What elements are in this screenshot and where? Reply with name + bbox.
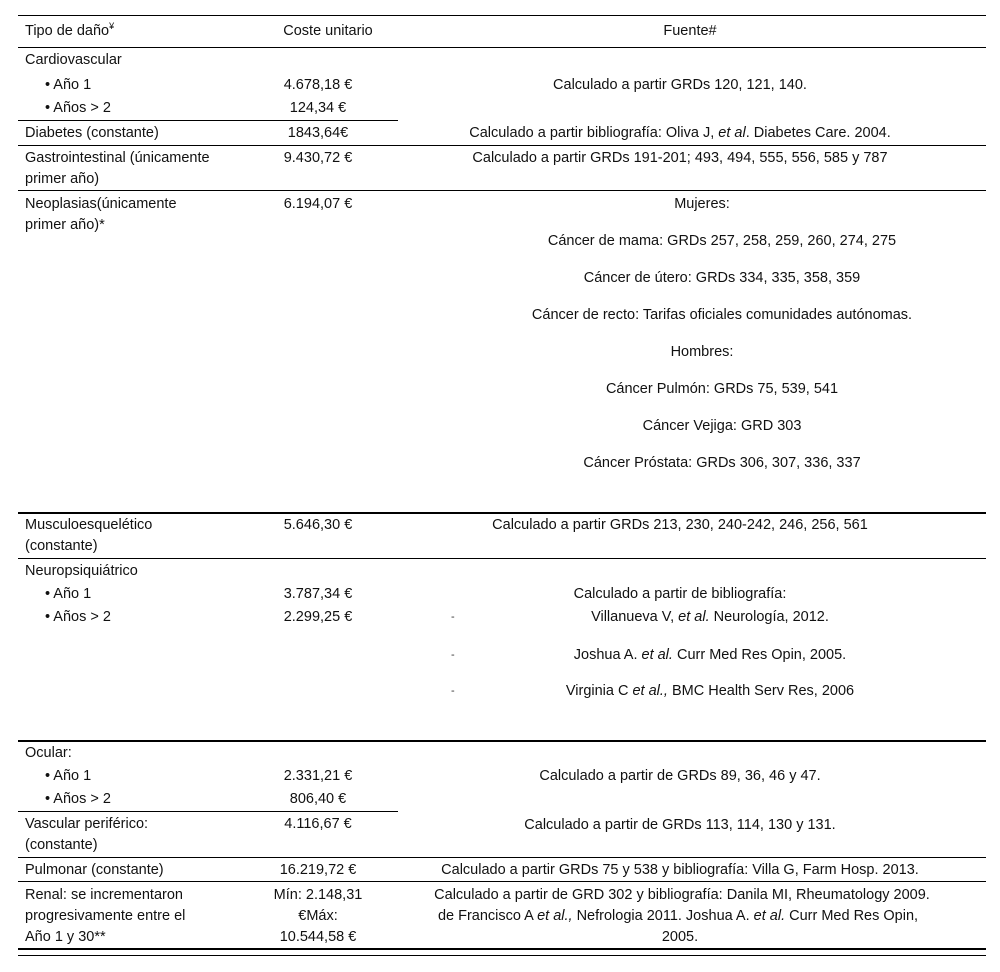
renal-cost2: €Máx:	[298, 908, 338, 924]
neuro-title: Neuropsiquiátrico	[25, 563, 138, 579]
gastro-cost: 9.430,72 €	[283, 150, 353, 166]
neuro-ref3	[420, 681, 1000, 702]
neo-cost: 6.194,07 €	[283, 196, 353, 212]
pulmonar-cost: 16.219,72 €	[279, 862, 357, 878]
cardio-cost1: 4.678,18 €	[283, 77, 353, 93]
ocular-sub1: • Año 1	[45, 768, 92, 784]
neo-source-2: Cáncer de útero: GRDs 334, 335, 358, 359	[583, 270, 861, 286]
cardio-cost2: 124,34 €	[289, 100, 347, 116]
gastro-source: Calculado a partir GRDs 191-201; 493, 494, 555, 556, 585 y 787	[472, 150, 888, 166]
renal-source-2-mid: Nefrologia 2011. Joshua A.	[572, 908, 754, 924]
header-cost: Coste unitario	[283, 23, 373, 39]
renal-cost1: Mín: 2.148,31	[273, 887, 363, 903]
neuro-ref2-pre: Joshua A.	[573, 647, 642, 663]
neuro-dash-2: -	[451, 649, 455, 661]
header-type-sup: ¥	[109, 21, 115, 31]
ocular-cost2: 806,40 €	[289, 791, 347, 807]
neuro-ref3-em: et al.,	[632, 683, 668, 699]
renal-source-2-em: et al.,	[537, 908, 573, 924]
renal-line3: Año 1 y 30**	[25, 929, 106, 945]
renal-line1: Renal: se incrementaron	[25, 887, 183, 903]
neo-line1: Neoplasias(únicamente	[25, 196, 177, 212]
musculo-line1: Musculoesquelético	[25, 517, 153, 533]
neo-source-4: Hombres:	[670, 344, 734, 360]
neuro-dash-1: -	[451, 611, 455, 623]
vascular-line2: (constante)	[25, 837, 98, 853]
rule-neo	[18, 512, 986, 514]
diabetes-source	[390, 123, 970, 144]
neo-source-0: Mujeres:	[674, 196, 730, 212]
renal-source-2-pre: de Francisco A	[437, 908, 538, 924]
renal-source-1: Calculado a partir de GRD 302 y bibliografía: Danila MI, Rheumatology 2009.	[434, 887, 930, 903]
cardio-source: Calculado a partir GRDs 120, 121, 140.	[553, 77, 807, 93]
rule-neuro	[18, 740, 986, 742]
renal-line2: progresivamente entre el	[25, 908, 186, 924]
neo-source-6: Cáncer Vejiga: GRD 303	[642, 418, 802, 434]
rule-musculo	[18, 558, 986, 559]
pulmonar-label: Pulmonar (constante)	[25, 862, 164, 878]
cardio-sub2: • Años > 2	[45, 100, 111, 116]
rule-cardio-partial	[18, 120, 398, 121]
diabetes-cost: 1843,64€	[287, 125, 349, 141]
neo-source-1: Cáncer de mama: GRDs 257, 258, 259, 260, 274, 275	[547, 233, 897, 249]
renal-source-2	[388, 906, 968, 927]
neuro-ref1	[420, 607, 1000, 628]
gastro-line1: Gastrointestinal (únicamente	[25, 150, 210, 166]
neuro-ref3-post: BMC Health Serv Res, 2006	[667, 683, 855, 699]
neuro-dash-3: -	[451, 685, 455, 697]
neuro-sub1: • Año 1	[45, 586, 92, 602]
rule-ocular-partial	[18, 811, 398, 812]
neuro-source-title: Calculado a partir de bibliografía:	[573, 586, 787, 602]
neuro-ref2-post: Curr Med Res Opin, 2005.	[672, 647, 847, 663]
rule-bottom	[18, 948, 986, 950]
gastro-line2: primer año)	[25, 171, 100, 187]
rule-header	[18, 47, 986, 48]
neuro-ref2-em: et al.	[641, 647, 673, 663]
rule-pulmonar	[18, 881, 986, 882]
renal-source-2-post: Curr Med Res Opin,	[785, 908, 919, 924]
neo-source-5: Cáncer Pulmón: GRDs 75, 539, 541	[605, 381, 839, 397]
neo-source-3: Cáncer de recto: Tarifas oficiales comunidades autónomas.	[531, 307, 913, 323]
neuro-cost1: 3.787,34 €	[283, 586, 353, 602]
cardio-sub1: • Año 1	[45, 77, 92, 93]
diabetes-source-em: et al	[718, 125, 746, 141]
neuro-ref1-em: et al.	[678, 609, 710, 625]
vascular-line1: Vascular periférico:	[25, 816, 149, 832]
neuro-ref2	[420, 645, 1000, 666]
neuro-ref1-pre: Villanueva V,	[591, 609, 679, 625]
header-type	[25, 21, 114, 42]
rule-top	[18, 15, 986, 16]
diabetes-label: Diabetes (constante)	[25, 125, 159, 141]
diabetes-source-pre: Calculado a partir bibliografía: Oliva J,	[469, 125, 719, 141]
header-source: Fuente#	[663, 23, 717, 39]
vascular-cost: 4.116,67 €	[284, 816, 352, 832]
neuro-ref3-pre: Virginia C	[565, 683, 633, 699]
ocular-sub2: • Años > 2	[45, 791, 111, 807]
neuro-cost2: 2.299,25 €	[283, 609, 353, 625]
pulmonar-source: Calculado a partir GRDs 75 y 538 y bibliografía: Villa G, Farm Hosp. 2013.	[441, 862, 919, 878]
rule-vascular	[18, 857, 986, 858]
musculo-cost: 5.646,30 €	[283, 517, 353, 533]
renal-source-2-em2: et al.	[753, 908, 786, 924]
diabetes-source-post: . Diabetes Care. 2004.	[745, 125, 891, 141]
neuro-sub2: • Años > 2	[45, 609, 111, 625]
musculo-source: Calculado a partir GRDs 213, 230, 240-242, 246, 256, 561	[492, 517, 868, 533]
renal-source-3: 2005.	[661, 929, 699, 945]
cardio-title: Cardiovascular	[25, 52, 122, 68]
rule-diabetes	[18, 145, 986, 146]
ocular-source: Calculado a partir de GRDs 89, 36, 46 y 47.	[539, 768, 821, 784]
rule-gastro	[18, 190, 986, 191]
ocular-cost1: 2.331,21 €	[283, 768, 353, 784]
rule-bottom-thin	[18, 955, 986, 956]
vascular-source: Calculado a partir de GRDs 113, 114, 130 y 131.	[524, 817, 836, 833]
renal-cost3: 10.544,58 €	[279, 929, 357, 945]
neo-source-7: Cáncer Próstata: GRDs 306, 307, 336, 337	[583, 455, 861, 471]
header-type-label: Tipo de daño	[25, 23, 110, 39]
ocular-title: Ocular:	[25, 745, 72, 761]
neo-line2: primer año)*	[25, 217, 105, 233]
musculo-line2: (constante)	[25, 538, 98, 554]
neuro-ref1-post: Neurología, 2012.	[709, 609, 829, 625]
